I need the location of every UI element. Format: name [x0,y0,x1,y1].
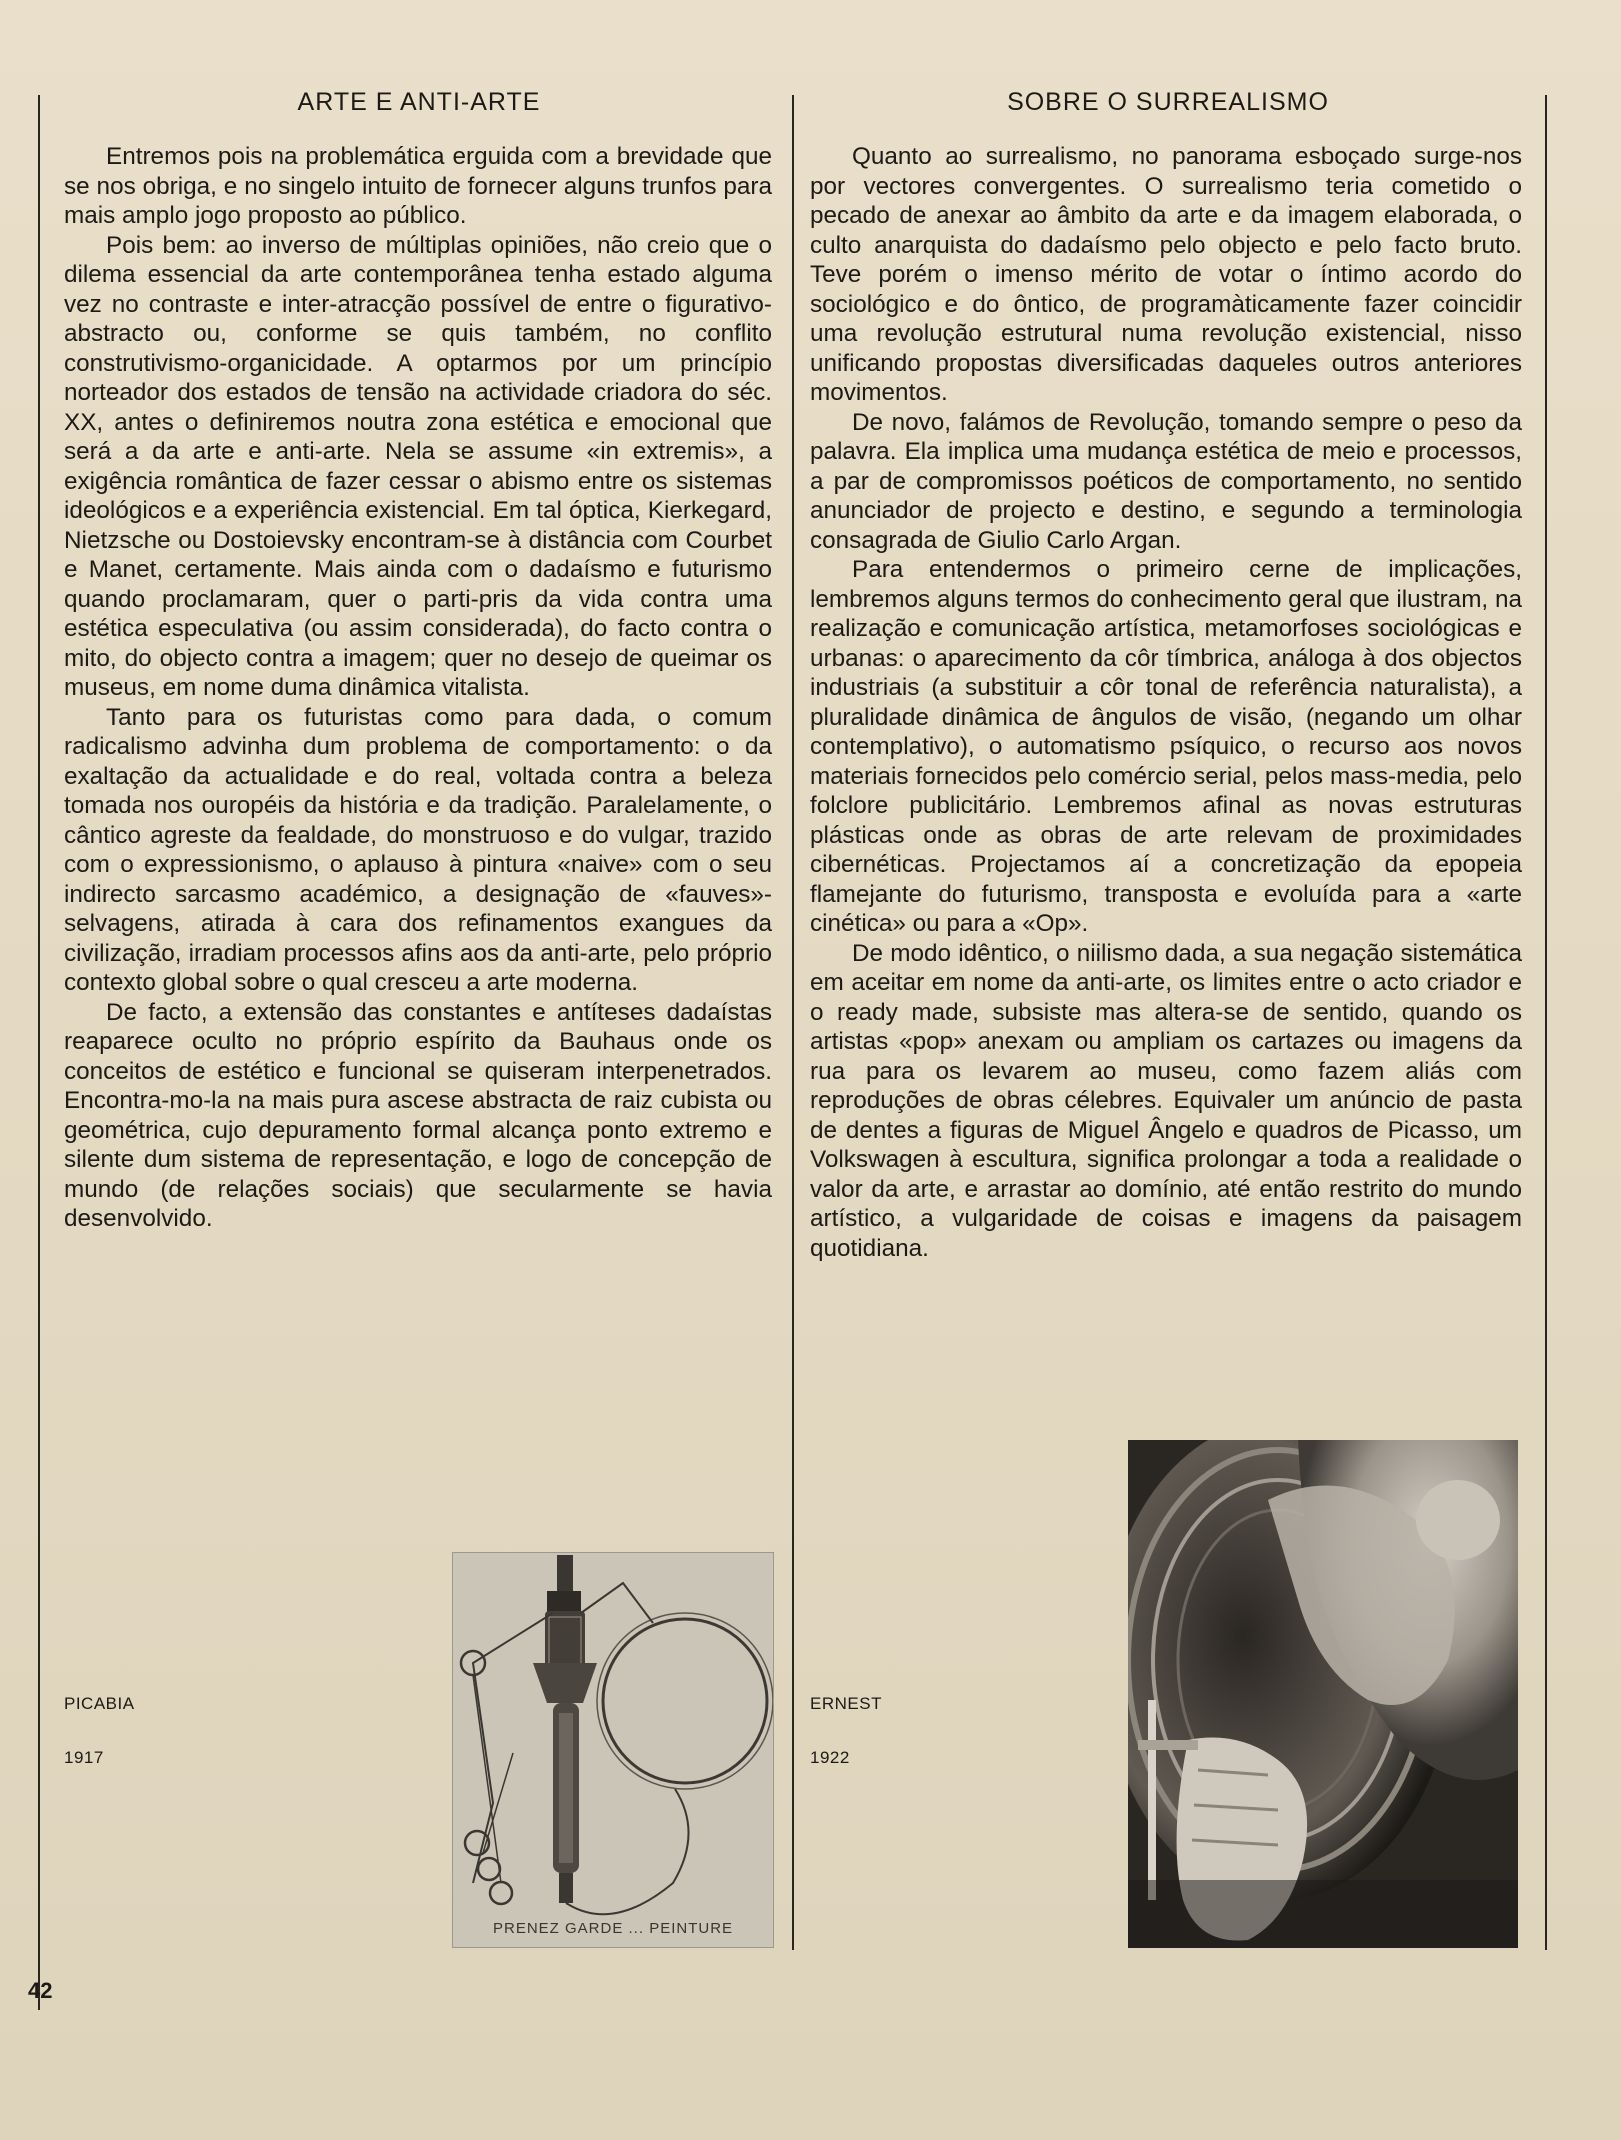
right-paragraph: Para entendermos o primeiro cerne de implicações, lembremos alguns termos do conhecimento geral que ilustram, na realização e comunicação artística, metamorfoses sociológicas e urbanas: o aparecimento da côr tímbrica, análoga à dos objectos industriais (a substituir a côr tonal de referência naturalista), a pluralidade dinâmica de ângulos de visão, (negando um olhar contemplativo), o automatismo psíquico, o recurso aos novos materiais fornecidos pelo comércio serial, pelos mass-media, pelo folclore publicitário. Lembremos afinal as novas estruturas plásticas onde as obras de arte relevam de proximidades cibernéticas. Projectamos aí a concretização da epopeia flamejante do futurismo, transposta e evoluída para a «arte cinética» ou para a «Op». [810,556,1522,937]
center-column-rule [792,95,794,1950]
right-column-rule [1545,95,1547,1950]
right-column-text [810,142,1522,1263]
ernest-collage [1128,1440,1518,1948]
left-paragraph: Entremos pois na problemática erguida com a brevidade que se nos obriga, e no singelo intuito de fornecer alguns trunfos para mais amplo jogo proposto ao público. [64,143,772,229]
left-column-rule [38,95,40,2010]
ernest-caption-year: 1922 [810,1748,850,1767]
ernest-artwork-image [1128,1440,1518,1948]
left-paragraph: De facto, a extensão das constantes e antíteses dadaístas reaparece oculto no próprio espírito da Bauhaus onde os conceitos de estético e funcional se quiseram interpenetrados. Encontra-mo-la na mais pura ascese abstracta de raiz cubista ou geométrica, cujo depuramento formal alcança ponto extremo e silente dum sistema de representação, e logo de concepção de mundo (de relações sociais) que secularmente se havia desenvolvido. [64,998,772,1232]
left-section-title: ARTE E ANTI-ARTE [297,88,541,116]
left-paragraph: Pois bem: ao inverso de múltiplas opiniões, não creio que o dilema essencial da arte contemporânea tenha estado alguma vez no contraste e inter-atracção possível de entre o figurativo-abstracto ou, conforme se quis também, no conflito construtivismo-organicidade. A optarmos por um princípio norteador dos estados de tensão na actividade criadora do séc. XX, antes o definiremos noutra zona estética e emocional que será a da arte e anti-arte. Nela se assume «in extremis», a exigência romântica de fazer cessar o abismo entre os sistemas ideológicos e a experiência existencial. Em tal óptica, Kierkegard, Nietzsche ou Dostoievsky encontram-se à distância com Courbet e Manet, certamente. Mais ainda com o dadaísmo e futurismo quando proclamaram, quer o parti-pris da vida contra uma estética especulativa (ou assim considerada), do facto contra o mito, do objecto contra a imagem; quer no desejo de queimar os museus, em nome duma dinâmica vitalista. [64,231,772,701]
right-section-title: SOBRE O SURREALISMO [1007,88,1329,116]
picabia-artwork-image [452,1552,774,1948]
picabia-drawing [453,1553,773,1947]
right-paragraph: Quanto ao surrealismo, no panorama esboçado surge-nos por vectores convergentes. O surrealismo teria cometido o pecado de anexar ao âmbito da arte e da imagem elaborada, o culto anarquista do dadaísmo pelo objecto e pelo facto bruto. Teve porém o imenso mérito de votar o íntimo acordo do sociológico e do ôntico, de programàticamente fazer coincidir uma revolução estrutural numa revolução existencial, nisso unificando propostas diversificadas daqueles outros anteriores movimentos. [810,143,1522,406]
right-paragraph: De modo idêntico, o niilismo dada, a sua negação sistemática em aceitar em nome da anti-arte, os limites entre o acto criador e o ready made, subsiste mas altera-se de sentido, quando os artistas «pop» anexam ou ampliam os cartazes ou imagens da rua para os levarem ao museu, como fazem aliás com reproduções de obras célebres. Equivaler um anúncio de pasta de dentes a figuras de Miguel Ângelo e quadros de Picasso, um Volkswagen à escultura, significa prolongar a toda a realidade o valor da arte, e arrastar ao domínio, até então restrito do mundo artístico, a vulgaridade de coisas e imagens da paisagem quotidiana. [810,939,1522,1262]
left-column-text [64,142,772,1234]
picabia-caption-year: 1917 [64,1748,104,1767]
ernest-caption-artist: ERNEST [810,1694,882,1713]
picabia-caption-artist: PICABIA [64,1694,135,1713]
picabia-inscription: PRENEZ GARDE ... PEINTURE [493,1920,734,1937]
left-paragraph: Tanto para os futuristas como para dada, o comum radicalismo advinha dum problema de comportamento: o da exaltação da actualidade e do real, voltada contra a beleza tomada nos ouropéis da história e da tradição. Paralelamente, o cântico agreste da fealdade, do monstruoso e do vulgar, trazido com o expressionismo, o aplauso à pintura «naive» com o seu indirecto sarcasmo académico, a designação de «fauves»-selvagens, atirada à cara dos refinamentos exangues da civilização, irradiam processos afins aos da anti-arte, pelo próprio contexto global sobre o qual cresceu a arte moderna. [64,703,772,996]
right-paragraph: De novo, falámos de Revolução, tomando sempre o peso da palavra. Ela implica uma mudança estética de meio e processos, a par de compromissos poéticos de comportamento, no sentido anunciador de projecto e destino, e segundo a terminologia consagrada de Giulio Carlo Argan. [810,408,1522,554]
page-number: 42 [28,1978,53,2003]
